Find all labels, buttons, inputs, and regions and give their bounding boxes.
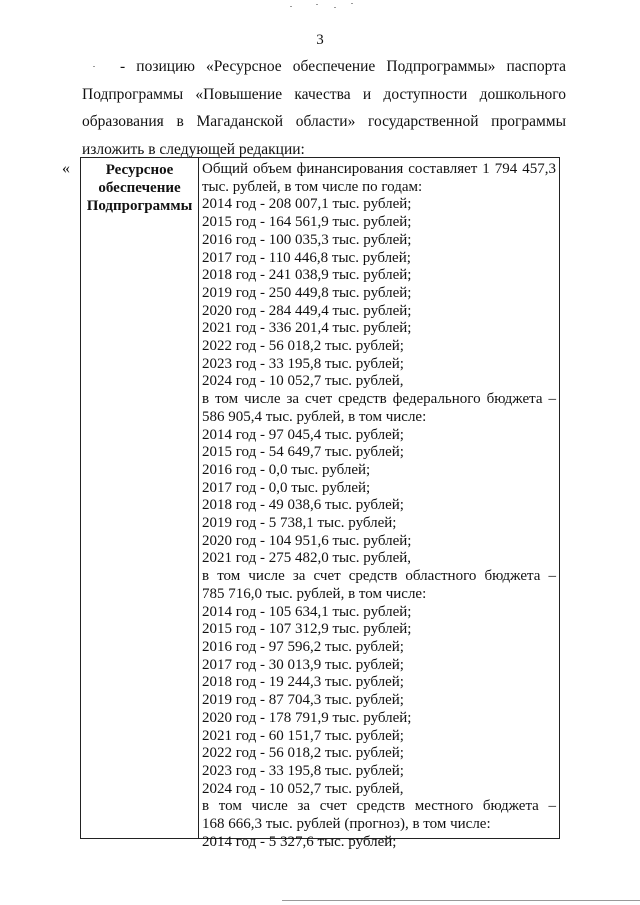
table-row: 2018 год - 241 038,9 тыс. рублей; bbox=[202, 267, 412, 284]
scan-speck bbox=[290, 6, 292, 7]
table-row: 2024 год - 10 052,7 тыс. рублей, bbox=[202, 373, 404, 390]
table-row: 2014 год - 5 327,6 тыс. рублей; bbox=[202, 833, 397, 850]
table-row: в том числе за счет средств местного бюджета – bbox=[202, 798, 556, 815]
page-number: 3 bbox=[316, 32, 324, 48]
scan-edge-line bbox=[282, 900, 640, 901]
intro-paragraph bbox=[82, 53, 566, 163]
scan-speck bbox=[93, 66, 95, 67]
table-column-divider bbox=[198, 158, 199, 838]
scan-speck bbox=[334, 7, 336, 8]
opening-quote-mark: « bbox=[62, 160, 70, 177]
table-row: Общий объем финансирования составляет 1 794 457,3 bbox=[202, 161, 556, 177]
table-row: 2019 год - 250 449,8 тыс. рублей; bbox=[202, 284, 412, 301]
table-row: 2023 год - 33 195,8 тыс. рублей; bbox=[202, 355, 404, 372]
scan-speck bbox=[316, 4, 318, 5]
table-row: 2021 год - 336 201,4 тыс. рублей; bbox=[202, 320, 412, 337]
table-row: 2020 год - 284 449,4 тыс. рублей; bbox=[202, 302, 412, 319]
intro-line: Подпрограммы «Повышение качества и доступности дошкольного bbox=[82, 85, 566, 103]
resource-table bbox=[80, 157, 560, 850]
label-line: обеспечение bbox=[98, 180, 181, 196]
table-row: в том числе за счет средств областного бюджета – bbox=[202, 568, 556, 585]
label-line: Ресурсное bbox=[105, 162, 174, 178]
intro-line: изложить в следующей редакции: bbox=[82, 140, 305, 158]
table-row: 2018 год - 19 244,3 тыс. рублей; bbox=[202, 674, 404, 691]
table-row: 2017 год - 0,0 тыс. рублей; bbox=[202, 479, 371, 496]
table-row: 2015 год - 164 561,9 тыс. рублей; bbox=[202, 214, 412, 231]
table-row: 586 905,4 тыс. рублей, в том числе: bbox=[202, 408, 427, 425]
table-row: 2015 год - 107 312,9 тыс. рублей; bbox=[202, 621, 412, 638]
table-row: 2014 год - 105 634,1 тыс. рублей; bbox=[202, 603, 412, 620]
table-row: 2020 год - 104 951,6 тыс. рублей; bbox=[202, 532, 412, 549]
table-row: 2017 год - 110 446,8 тыс. рублей; bbox=[202, 249, 411, 266]
intro-line: образования в Магаданской области» государственной программы bbox=[82, 113, 566, 130]
table-row: 2023 год - 33 195,8 тыс. рублей; bbox=[202, 762, 404, 779]
table-row: 785 716,0 тыс. рублей, в том числе: bbox=[202, 585, 427, 602]
table-row: 2019 год - 5 738,1 тыс. рублей; bbox=[202, 515, 397, 532]
table-row: 2016 год - 0,0 тыс. рублей; bbox=[202, 461, 371, 478]
table-row: 2016 год - 97 596,2 тыс. рублей; bbox=[202, 638, 404, 655]
table-label-cell bbox=[81, 161, 198, 215]
table-row: 2019 год - 87 704,3 тыс. рублей; bbox=[202, 692, 404, 709]
table-content-cell bbox=[202, 161, 556, 851]
scan-speck bbox=[351, 3, 353, 4]
table-row: 2015 год - 54 649,7 тыс. рублей; bbox=[202, 444, 404, 461]
table-row: в том числе за счет средств федерального бюджета – bbox=[202, 391, 556, 408]
table-row: 2022 год - 56 018,2 тыс. рублей; bbox=[202, 338, 404, 355]
table-row: 168 666,3 тыс. рублей (прогноз), в том числе: bbox=[202, 816, 491, 833]
table-row: 2020 год - 178 791,9 тыс. рублей; bbox=[202, 709, 412, 726]
table-row: 2022 год - 56 018,2 тыс. рублей; bbox=[202, 745, 404, 762]
table-row: 2018 год - 49 038,6 тыс. рублей; bbox=[202, 497, 404, 514]
table-row: 2014 год - 208 007,1 тыс. рублей; bbox=[202, 196, 412, 213]
table-row: 2017 год - 30 013,9 тыс. рублей; bbox=[202, 656, 404, 673]
table-row: тыс. рублей, в том числе по годам: bbox=[202, 178, 423, 195]
table-row: 2014 год - 97 045,4 тыс. рублей; bbox=[202, 426, 404, 443]
intro-line: - позицию «Ресурсное обеспечение Подпрограммы» паспорта bbox=[120, 58, 566, 75]
label-line: Подпрограммы bbox=[86, 198, 193, 214]
table-row: 2021 год - 60 151,7 тыс. рублей; bbox=[202, 727, 404, 744]
table-row: 2024 год - 10 052,7 тыс. рублей, bbox=[202, 780, 404, 797]
table-row: 2016 год - 100 035,3 тыс. рублей; bbox=[202, 231, 412, 248]
table-row: 2021 год - 275 482,0 тыс. рублей, bbox=[202, 550, 412, 567]
